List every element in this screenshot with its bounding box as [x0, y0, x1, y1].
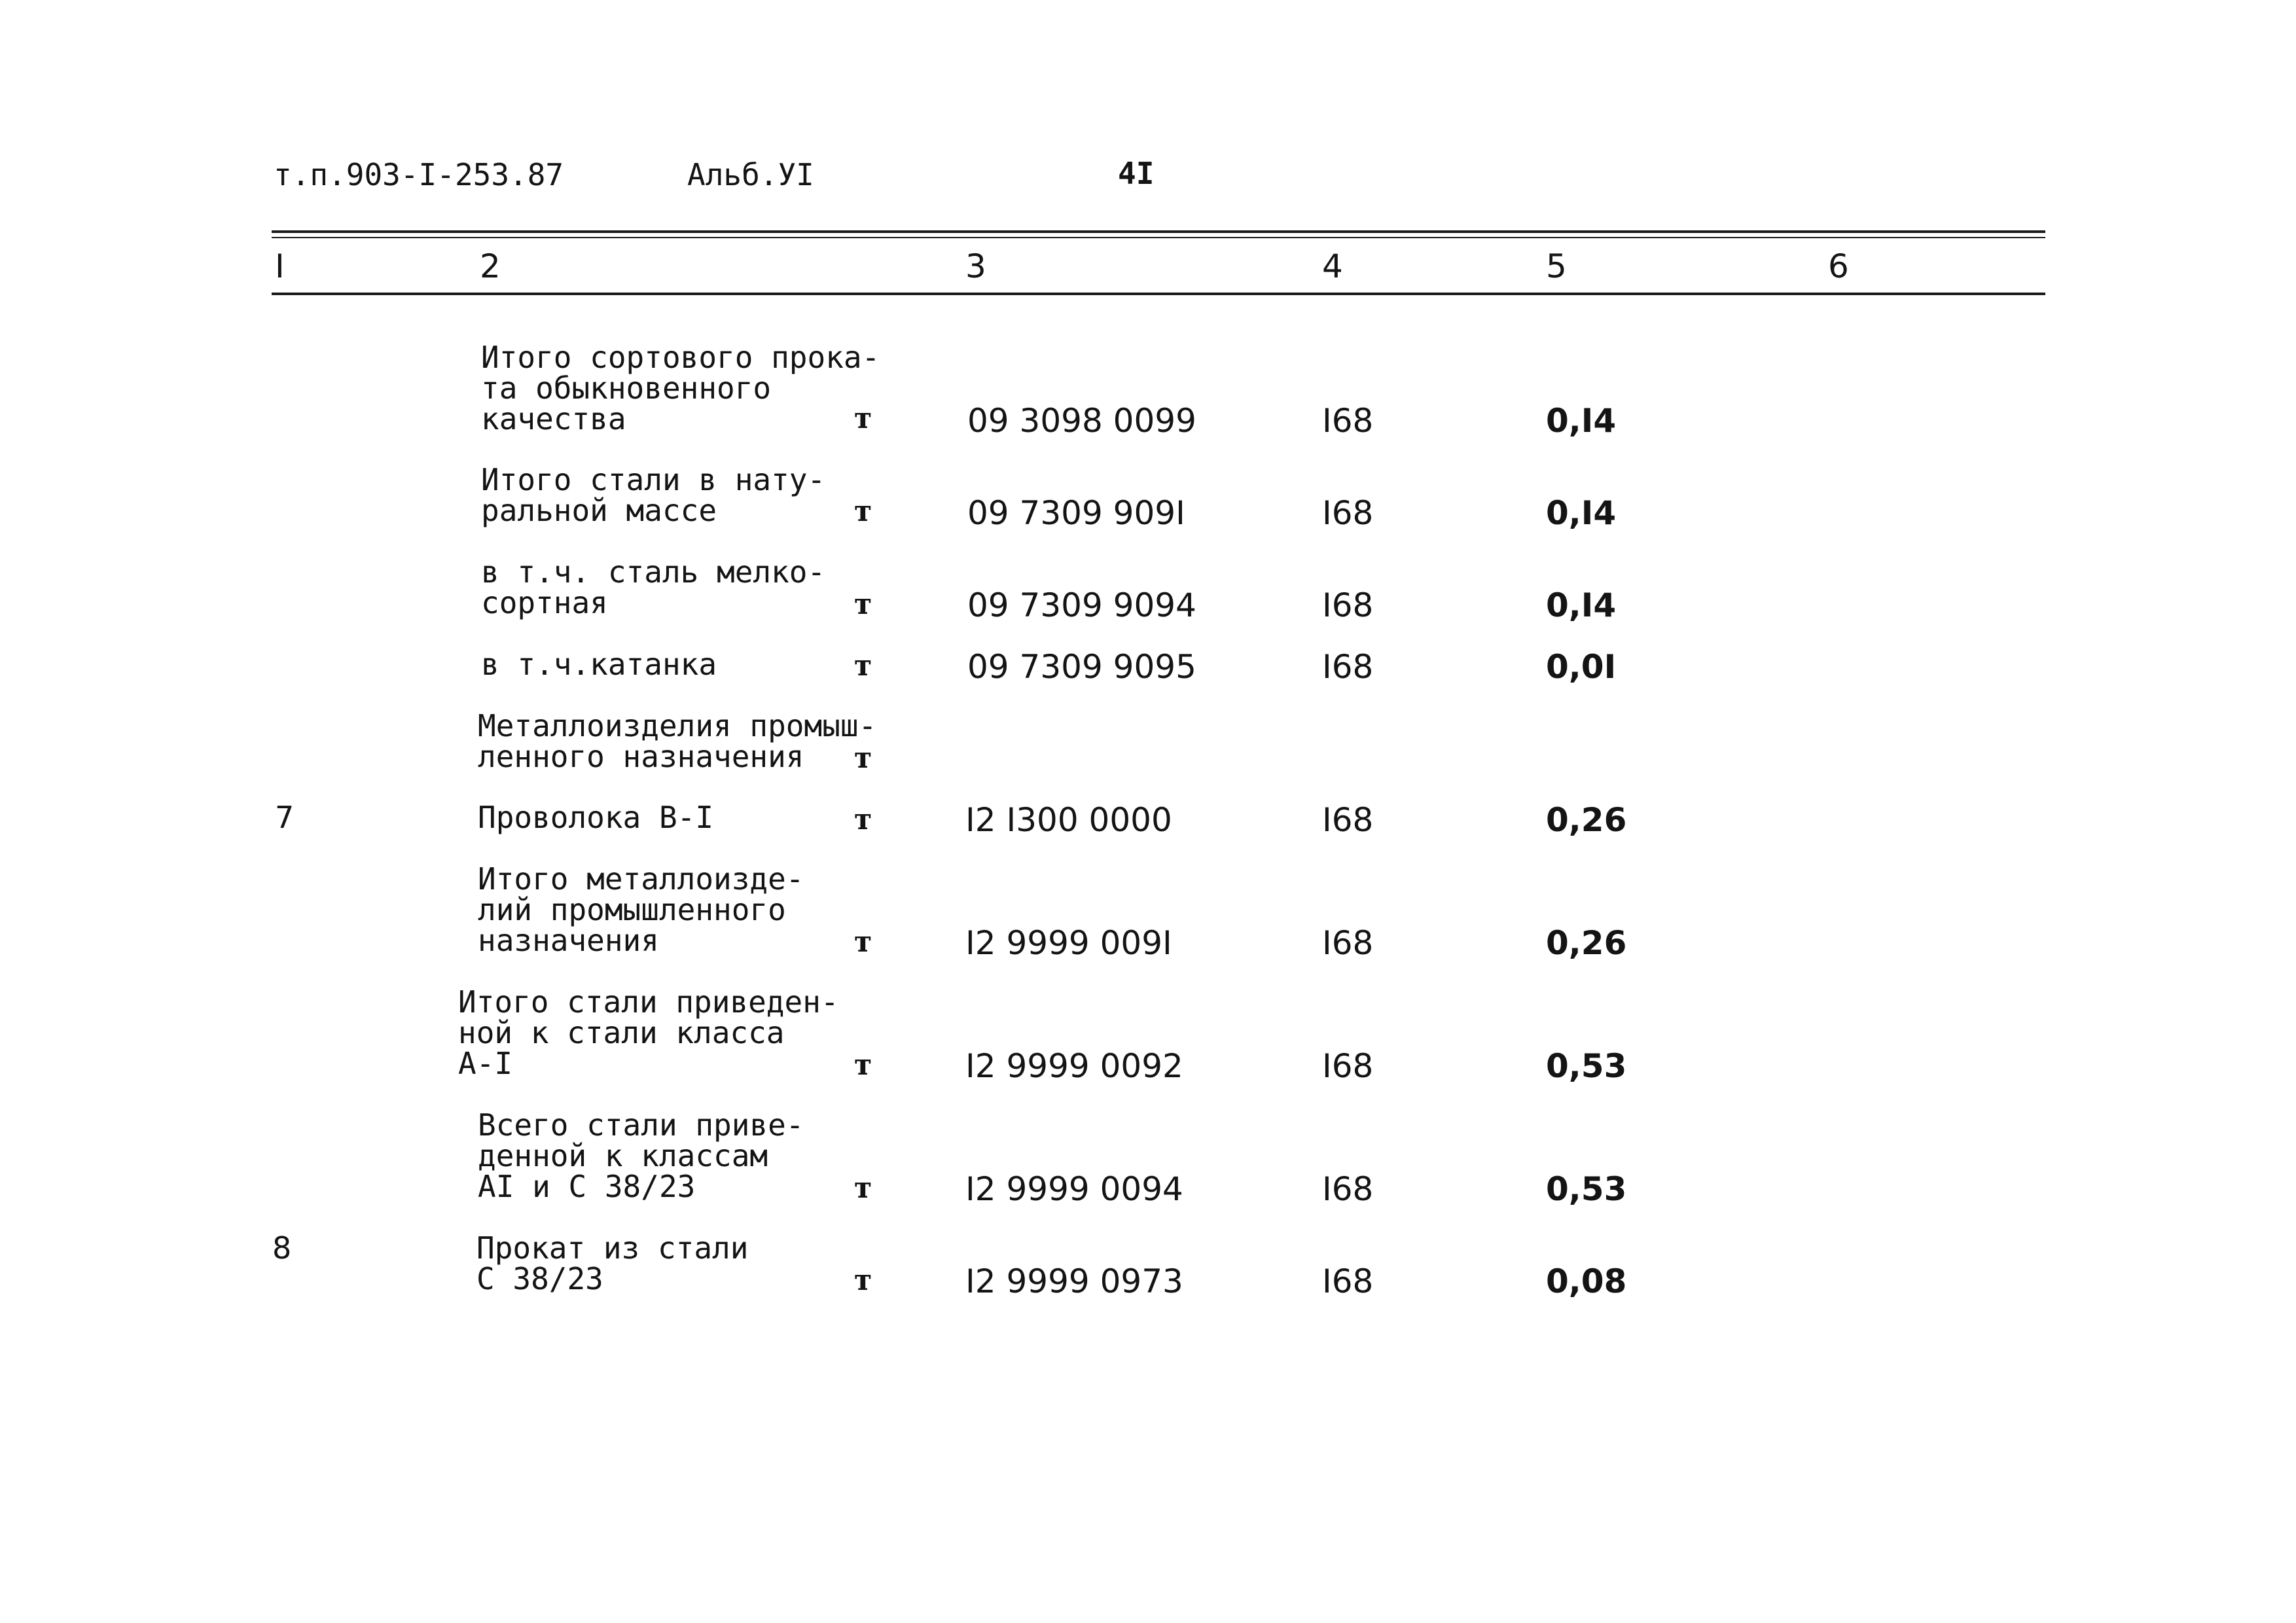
row-col4: I68 [1322, 586, 1374, 624]
row-description: Металлоизделия промыш- ленного назначения [478, 708, 877, 774]
album-label: Альб.УI [687, 157, 814, 192]
document-code: т.п.903-I-253.87 [274, 157, 564, 192]
row-number: 8 [272, 1230, 292, 1266]
row-col4: I68 [1322, 1262, 1374, 1300]
row-unit: т [854, 649, 872, 683]
row-col4: I68 [1322, 801, 1374, 839]
row-unit: т [854, 925, 872, 959]
row-unit: т [854, 803, 872, 836]
column-header-6: 6 [1828, 247, 1849, 285]
row-description: в т.ч. сталь мелко- сортная [481, 554, 826, 620]
row-code: 09 7309 909I [967, 494, 1185, 532]
row-code: I2 9999 0094 [965, 1170, 1183, 1208]
row-code: I2 9999 0973 [965, 1262, 1183, 1300]
row-description: Всего стали приве- денной к классам АI и С 38/23 [478, 1107, 804, 1204]
row-description: в т.ч.катанка [481, 647, 717, 682]
row-unit: т [854, 741, 872, 775]
table-top-rule-thin [272, 237, 2045, 238]
table-header-bottom-rule [272, 293, 2045, 295]
row-description: Прокат из стали С 38/23 [476, 1230, 749, 1296]
row-col4: I68 [1322, 1170, 1374, 1208]
row-description: Итого стали в нату- ральной массе [481, 462, 826, 528]
row-unit: т [854, 1171, 872, 1205]
row-col4: I68 [1322, 402, 1374, 440]
row-code: I2 9999 009I [965, 924, 1172, 962]
column-header-3: 3 [965, 247, 986, 285]
row-code: 09 7309 9095 [967, 648, 1196, 686]
row-code: 09 3098 0099 [967, 402, 1196, 440]
row-col5: 0,53 [1546, 1170, 1627, 1208]
row-code: 09 7309 9094 [967, 586, 1196, 624]
row-unit: т [854, 588, 872, 621]
row-col5: 0,08 [1546, 1262, 1627, 1300]
row-col5: 0,26 [1546, 801, 1627, 839]
row-col5: 0,I4 [1546, 586, 1617, 624]
table-top-rule [272, 230, 2045, 233]
row-description: Итого сортового прока- та обыкновенного качества [481, 340, 880, 437]
row-col4: I68 [1322, 648, 1374, 686]
row-col4: I68 [1322, 1047, 1374, 1085]
column-header-1: I [275, 247, 285, 285]
row-description: Проволока В-I [478, 800, 714, 835]
column-header-2: 2 [480, 247, 501, 285]
row-code: I2 9999 0092 [965, 1047, 1183, 1085]
row-number: 7 [275, 800, 295, 835]
row-code: I2 I300 0000 [965, 801, 1172, 839]
column-header-4: 4 [1322, 247, 1343, 285]
row-unit: т [854, 402, 872, 435]
page-number: 4I [1118, 156, 1155, 191]
column-header-5: 5 [1546, 247, 1567, 285]
row-description: Итого стали приведен- ной к стали класса А-I [458, 984, 839, 1081]
row-unit: т [854, 1048, 872, 1082]
row-col5: 0,0I [1546, 648, 1617, 686]
row-col4: I68 [1322, 924, 1374, 962]
row-description: Итого металлоизде- лий промышленного назначения [478, 861, 804, 958]
row-col5: 0,53 [1546, 1047, 1627, 1085]
row-unit: т [854, 1264, 872, 1297]
row-col4: I68 [1322, 494, 1374, 532]
row-col5: 0,I4 [1546, 494, 1617, 532]
row-col5: 0,I4 [1546, 402, 1617, 440]
row-unit: т [854, 495, 872, 528]
row-col5: 0,26 [1546, 924, 1627, 962]
